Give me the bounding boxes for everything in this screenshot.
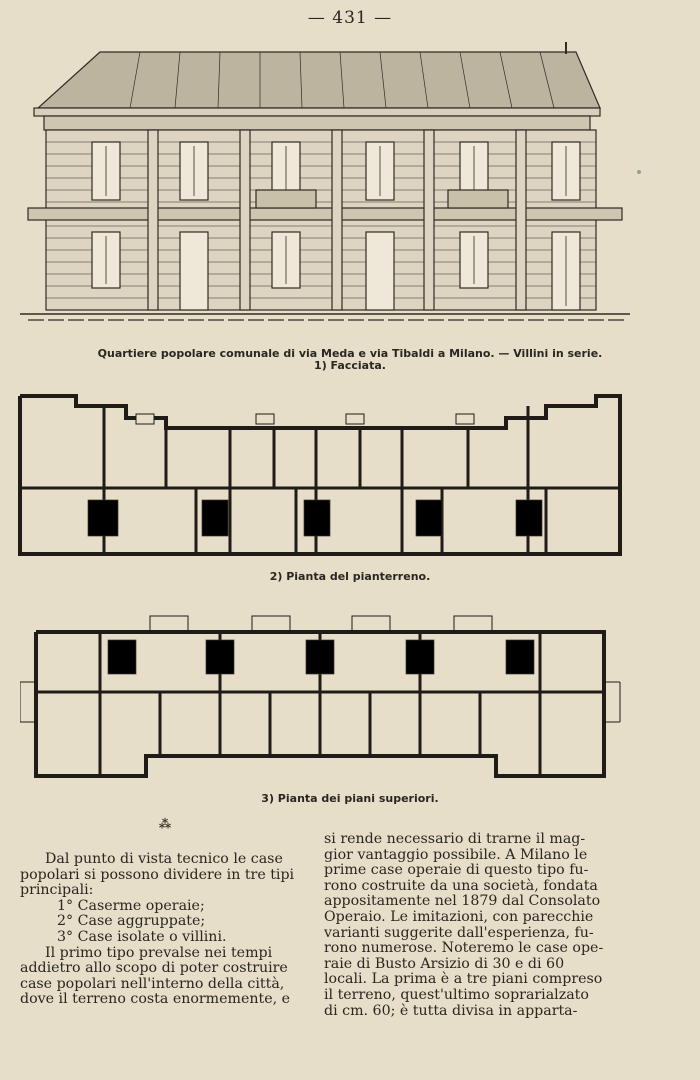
intro-paragraph [20, 852, 320, 899]
list-item: 1° Caserme operaie; [57, 897, 205, 914]
list-item: 2° Case aggruppate; [57, 913, 206, 930]
text-line: Il primo tipo prevalse nei tempi [45, 944, 273, 961]
list-item: 3° Case isolate o villini. [57, 928, 227, 945]
text-line: di cm. 60; è tutta divisa in apparta- [324, 1002, 578, 1019]
text-line: addietro allo scopo di poter costruire [20, 960, 288, 977]
type-list [20, 899, 320, 946]
text-line: gior vantaggio possibile. A Milano le [324, 846, 588, 863]
facade-drawing [20, 38, 630, 338]
text-line: case popolari nell'interno della città, [20, 975, 285, 992]
text-line: principali: [20, 882, 94, 899]
figure-caption-ground-floor: 2) Pianta del pianterreno. [269, 570, 431, 583]
upper-floors-plan [20, 612, 622, 784]
text-line: si rende necessario di trarne il mag- [324, 831, 586, 847]
text-line: varianti suggerite dall'esperienza, fu- [324, 924, 594, 941]
figure-caption-upper-floors: 3) Pianta dei piani superiori. [261, 792, 439, 805]
body-paragraph [20, 946, 320, 1008]
text-line: dove il terreno costa enormemente, e [20, 991, 291, 1008]
text-line: rono costruite da una società, fondata [324, 877, 598, 894]
body-paragraph-continued [324, 832, 632, 1019]
text-line: prime case operaie di questo tipo fu- [324, 862, 589, 879]
text-line: il terreno, quest'ultimo soprarialzato [324, 986, 589, 1003]
figure-caption-facade-title: Quartiere popolare comunale di via Meda e via Tibaldi a Milano. — Villini in serie. [97, 347, 603, 360]
paper-speck [637, 170, 641, 174]
text-line: appositamente nel 1879 dal Consolato [324, 893, 601, 910]
page-number: — 431 — [307, 8, 393, 28]
section-asterism: ⁂ [158, 817, 172, 831]
text-line: locali. La prima è a tre piani compreso [324, 971, 603, 988]
text-line: Operaio. Le imitazioni, con parecchie [324, 908, 594, 925]
text-line: Dal punto di vista tecnico le case [45, 851, 283, 867]
ground-floor-plan [16, 384, 626, 564]
right-column [324, 832, 632, 1019]
left-column [20, 832, 320, 1008]
text-line: rono numerose. Noteremo le case ope- [324, 940, 604, 957]
text-line: popolari si possono dividere in tre tipi [20, 866, 295, 883]
text-line: raie di Busto Arsizio di 30 e di 60 [324, 955, 565, 972]
figure-caption-facade: 1) Facciata. [314, 359, 386, 372]
